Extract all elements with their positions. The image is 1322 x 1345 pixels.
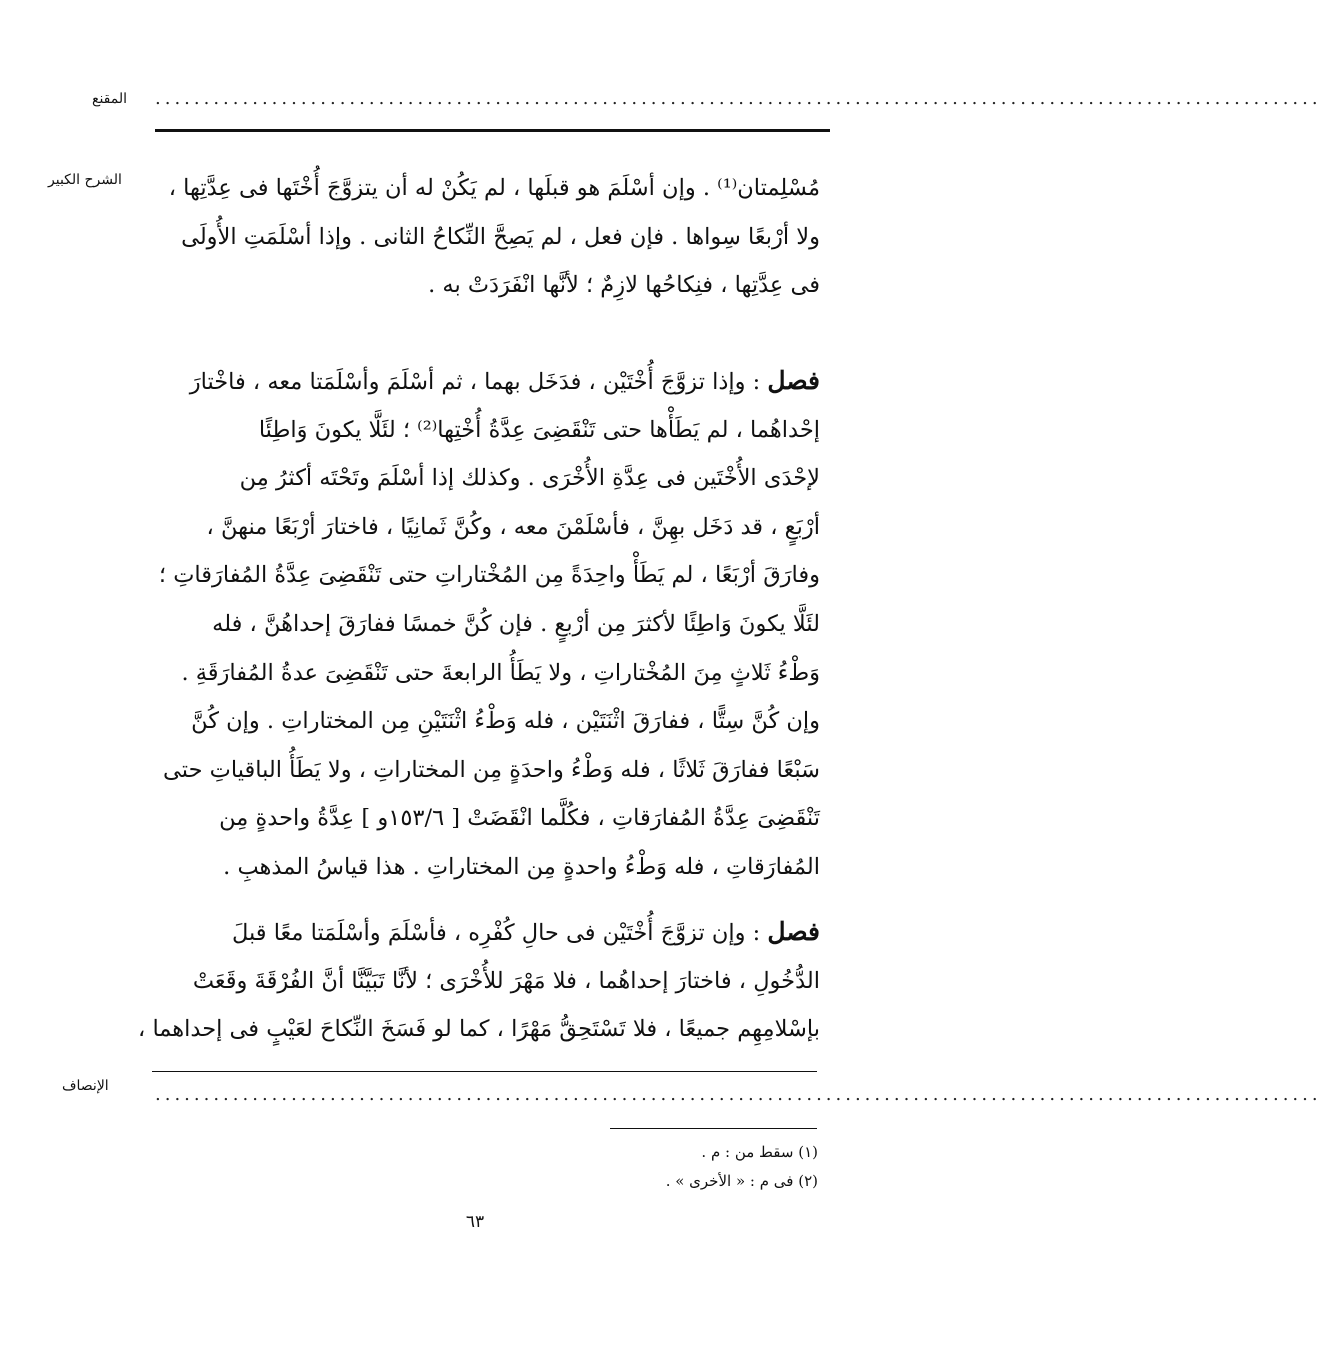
paragraph-1: [152, 164, 820, 310]
paragraph-2: [152, 357, 820, 892]
text-line: سَبْعًا ففارَقَ ثَلاثًا ، فله وَطْءُ واحدَةٍ مِن المختاراتِ ، ولا يَطَأُ الباقياتِ حتى: [163, 756, 820, 783]
text-line: إحْداهُما ، لم يَطَأْها حتى تَنْقَضِىَ عِدَّةُ أُخْتِها⁽²⁾ ؛ لئَلَّا يكونَ وَاطِئًا: [258, 416, 820, 443]
text-line: وإن كُنَّ سِتًّا ، ففارَقَ اثْنَتَيْن ، فله وَطْءُ اثْنَتَيْنِ مِن المختاراتِ . وإن كُنَّ: [191, 708, 820, 735]
header-rule: [155, 129, 830, 132]
text-line: وَطْءُ ثَلاثٍ مِنَ المُخْتاراتِ ، ولا يَطَأُ الرابعةَ حتى تَنْقَضِىَ عدةُ المُفارَقَةِ .: [181, 659, 820, 686]
text-line: لئَلَّا يكونَ وَاطِئًا لأكثرَ مِن أرْبعٍ . فإن كُنَّ خمسًا ففارَقَ إحداهُنَّ ، فله: [212, 610, 820, 637]
page-number: ٦٣: [465, 1212, 485, 1232]
text-line: [152, 908, 820, 957]
paragraph-3: [138, 908, 820, 1054]
text-line: الدُّخُولِ ، فاختارَ إحداهُما ، فلا مَهْرَ للأُخْرَى ؛ لأنَّا تَبَيَّنَّا أنَّ الفُرْقَةَ وقَعَتْ: [192, 967, 820, 994]
insaf-top-rule: [152, 1071, 817, 1072]
text-run: : وإن تزوَّجَ أُخْتَيْن فى حالِ كُفْرِه ، فأسْلَمَ وأسْلَمَتا معًا قبلَ: [231, 920, 768, 946]
footnote-2: (٢) فى م : « الأخرى » .: [665, 1172, 818, 1190]
side-label-insaf: الإنصاف: [62, 1078, 109, 1094]
text-line: المُفارَقاتِ ، فله وَطْءُ واحدةٍ مِن المختاراتِ . هذا قياسُ المذهبِ .: [223, 853, 820, 880]
section-lead-fasl: فصل: [767, 917, 820, 946]
section-lead-fasl: فصل: [767, 366, 820, 395]
book-label-muqni: المقنع: [92, 91, 128, 107]
header-dotted-line: ........................................................................................................................: [155, 88, 1322, 109]
text-line: [152, 357, 820, 406]
side-label-sharh: الشرح الكبير: [48, 172, 122, 188]
text-line: ولا أرْبعًا سِواها . فإن فعل ، لم يَصِحَّ النِّكاحُ الثانى . وإذا أسْلَمَتِ الأُولَى: [181, 223, 820, 250]
footnote-separator: [610, 1128, 817, 1129]
insaf-dotted-line: ........................................................................................................................: [155, 1084, 1322, 1105]
text-line: وفارَقَ أرْبَعًا ، لم يَطَأْ واحِدَةً مِن المُخْتاراتِ حتى تَنْقَضِىَ عِدَّةُ المُفارَقاتِ ؛: [158, 562, 820, 589]
text-line: تَنْقَضِىَ عِدَّةُ المُفارَقاتِ ، فكُلَّما انْقَضَتْ [ ١٥٣/٦و ] عِدَّةُ واحدةٍ مِن: [219, 805, 820, 832]
text-line: فى عِدَّتِها ، فنِكاحُها لازِمٌ ؛ لأنَّها انْفَرَدَتْ به .: [428, 272, 820, 299]
footnote-1: (١) سقط من : م .: [701, 1143, 818, 1161]
text-line: أرْبَعٍ ، قد دَخَل بهِنَّ ، فأسْلَمْنَ معه ، وكُنَّ ثَمانِيًا ، فاختارَ أرْبَعًا منهنَّ ،: [206, 513, 820, 540]
text-run: : وإذا تزوَّجَ أُخْتَيْن ، فدَخَل بهما ، ثم أسْلَمَ وأسْلَمَتا معه ، فاخْتارَ: [189, 369, 768, 395]
text-line: بإسْلامِهِم جميعًا ، فلا تَسْتَحِقُّ مَهْرًا ، كما لو فَسَخَ النِّكاحَ لعَيْبٍ فى إحداهما ،: [138, 1016, 820, 1043]
text-line: مُسْلِمتان⁽¹⁾ . وإن أسْلَمَ هو قبلَها ، لم يَكُنْ له أن يتزوَّجَ أُخْتَها فى عِدَّتِها ،: [168, 175, 820, 201]
text-line: لإحْدَى الأُخْتَين فى عِدَّةِ الأُخْرَى . وكذلك إذا أسْلَمَ وتَحْتَه أكثرُ مِن: [239, 465, 820, 492]
